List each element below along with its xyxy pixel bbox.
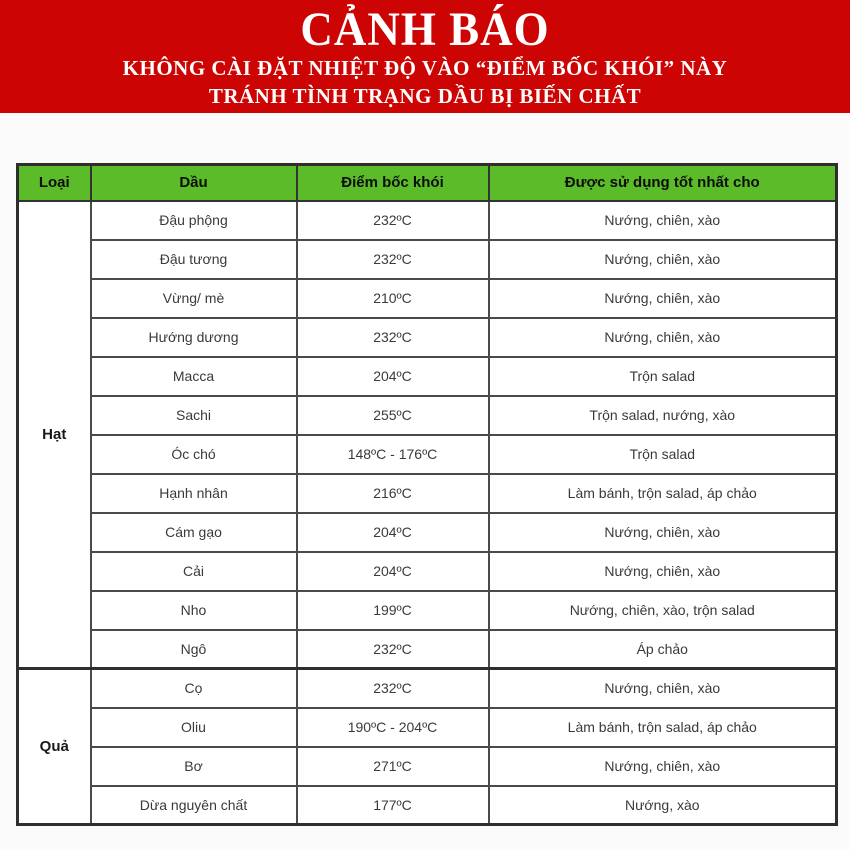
table-row	[18, 357, 837, 396]
cell-oil: Hướng dương	[91, 318, 297, 357]
cell-best-for: Áp chảo	[489, 630, 837, 669]
cell-smoke-point: 204ºC	[297, 357, 489, 396]
oil-group-hat	[18, 201, 837, 669]
cell-best-for: Nướng, chiên, xào	[489, 513, 837, 552]
oil-group-qua	[18, 669, 837, 825]
cell-oil: Sachi	[91, 396, 297, 435]
cell-smoke-point: 204ºC	[297, 513, 489, 552]
table-row	[18, 669, 837, 708]
warning-subtitle-line2: TRÁNH TÌNH TRẠNG DẦU BỊ BIẾN CHẤT	[208, 84, 642, 108]
cell-best-for: Nướng, chiên, xào	[489, 201, 837, 240]
cell-smoke-point: 148ºC - 176ºC	[297, 435, 489, 474]
table-row	[18, 591, 837, 630]
cell-oil: Dừa nguyên chất	[91, 786, 297, 825]
cell-oil: Oliu	[91, 708, 297, 747]
column-header-type: Loại	[18, 165, 91, 201]
cell-oil: Nho	[91, 591, 297, 630]
cell-best-for: Nướng, chiên, xào	[489, 279, 837, 318]
smoke-point-table	[16, 163, 838, 826]
table-row	[18, 474, 837, 513]
cell-oil: Óc chó	[91, 435, 297, 474]
cell-oil: Ngô	[91, 630, 297, 669]
warning-title: CẢNH BÁO	[300, 2, 550, 56]
cell-smoke-point: 271ºC	[297, 747, 489, 786]
cell-best-for: Nướng, chiên, xào	[489, 552, 837, 591]
cell-smoke-point: 216ºC	[297, 474, 489, 513]
cell-smoke-point: 232ºC	[297, 201, 489, 240]
column-header-best-use: Được sử dụng tốt nhất cho	[489, 165, 837, 201]
cell-best-for: Trộn salad	[489, 435, 837, 474]
cell-best-for: Trộn salad, nướng, xào	[489, 396, 837, 435]
table-row	[18, 435, 837, 474]
table-row	[18, 552, 837, 591]
table-row	[18, 786, 837, 825]
cell-best-for: Nướng, chiên, xào	[489, 318, 837, 357]
table-row	[18, 318, 837, 357]
table-row	[18, 240, 837, 279]
cell-smoke-point: 232ºC	[297, 630, 489, 669]
group-label: Hạt	[18, 201, 91, 669]
cell-best-for: Trộn salad	[489, 357, 837, 396]
cell-smoke-point: 232ºC	[297, 318, 489, 357]
cell-smoke-point: 210ºC	[297, 279, 489, 318]
cell-oil: Đậu phộng	[91, 201, 297, 240]
group-label: Quả	[18, 669, 91, 825]
table-row	[18, 630, 837, 669]
cell-oil: Macca	[91, 357, 297, 396]
warning-banner	[0, 0, 850, 113]
cell-best-for: Nướng, xào	[489, 786, 837, 825]
cell-best-for: Nướng, chiên, xào	[489, 747, 837, 786]
cell-best-for: Nướng, chiên, xào	[489, 669, 837, 708]
table-row	[18, 708, 837, 747]
cell-smoke-point: 177ºC	[297, 786, 489, 825]
warning-subtitle-line1: KHÔNG CÀI ĐẶT NHIỆT ĐỘ VÀO “ĐIỂM BỐC KHÓI” NÀY	[122, 56, 728, 80]
table-row	[18, 747, 837, 786]
cell-best-for: Làm bánh, trộn salad, áp chảo	[489, 708, 837, 747]
cell-smoke-point: 232ºC	[297, 240, 489, 279]
cell-oil: Cải	[91, 552, 297, 591]
table-row	[18, 396, 837, 435]
cell-oil: Cám gạo	[91, 513, 297, 552]
cell-smoke-point: 199ºC	[297, 591, 489, 630]
cell-smoke-point: 204ºC	[297, 552, 489, 591]
table-row	[18, 513, 837, 552]
table-container	[16, 163, 835, 826]
table-row	[18, 279, 837, 318]
column-header-smoke-point: Điểm bốc khói	[297, 165, 489, 201]
cell-smoke-point: 232ºC	[297, 669, 489, 708]
cell-oil: Cọ	[91, 669, 297, 708]
column-header-oil: Dầu	[91, 165, 297, 201]
table-header-row	[18, 165, 837, 201]
table-row	[18, 201, 837, 240]
cell-smoke-point: 190ºC - 204ºC	[297, 708, 489, 747]
cell-oil: Bơ	[91, 747, 297, 786]
cell-smoke-point: 255ºC	[297, 396, 489, 435]
cell-oil: Hạnh nhân	[91, 474, 297, 513]
cell-oil: Đậu tương	[91, 240, 297, 279]
cell-best-for: Làm bánh, trộn salad, áp chảo	[489, 474, 837, 513]
cell-best-for: Nướng, chiên, xào	[489, 240, 837, 279]
cell-oil: Vừng/ mè	[91, 279, 297, 318]
cell-best-for: Nướng, chiên, xào, trộn salad	[489, 591, 837, 630]
